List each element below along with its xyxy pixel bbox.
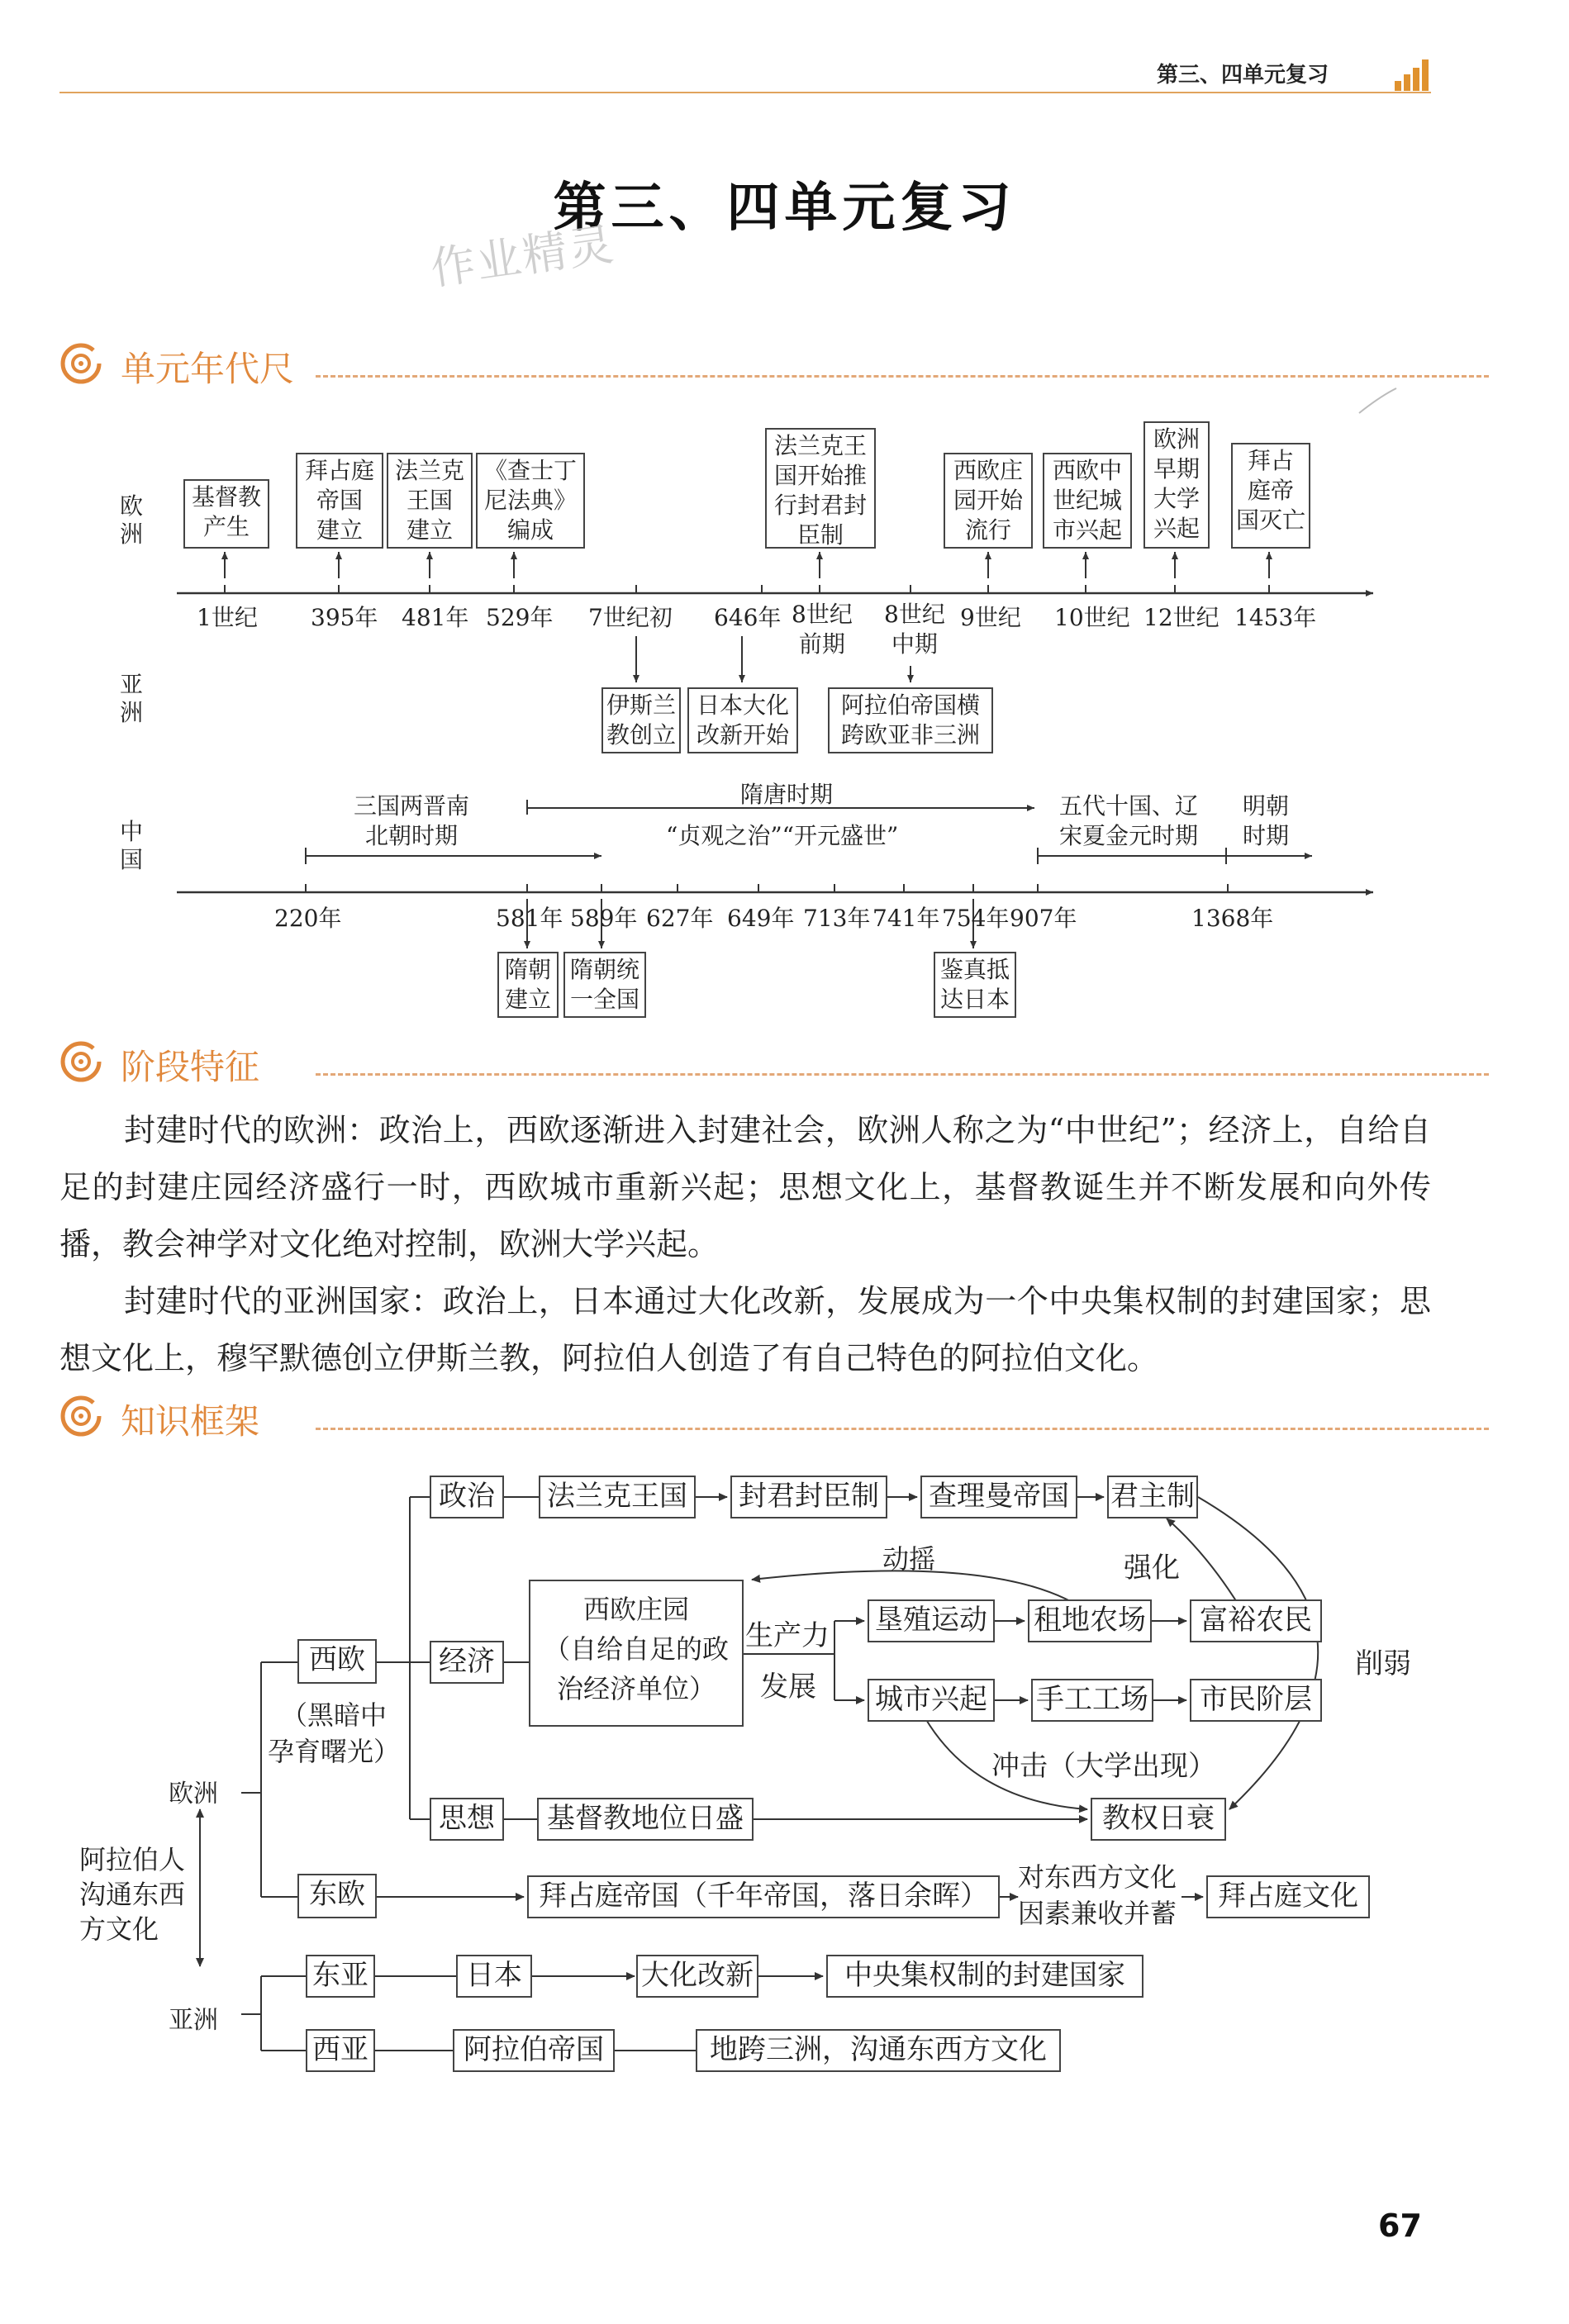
japan-box: 日本 — [456, 1955, 532, 1998]
east-europe-box: 东欧 — [297, 1874, 377, 1918]
date-label: 395年 — [311, 604, 378, 631]
strengthen-label: 强化 — [1124, 1552, 1180, 1585]
paragraph-asia: 封建时代的亚洲国家：政治上，日本通过大化改新，发展成为一个中央集权制的封建国家；思想文化上，穆罕默德创立伊斯兰教，阿拉伯人创造了有自己特色的阿拉伯文化。 — [59, 1283, 1431, 1376]
east-asia-box: 东亚 — [306, 1955, 375, 1998]
arab-empire-box: 阿拉伯帝国 — [453, 2029, 615, 2072]
chain-box: 查理曼帝国 — [920, 1476, 1077, 1518]
taika-box: 大化改新 — [636, 1955, 758, 1998]
chain-box: 垦殖运动 — [868, 1599, 995, 1642]
date-label: 529年 — [486, 604, 554, 631]
period-label: “贞观之治”“开元盛世” — [666, 822, 899, 849]
chain-box: 富裕农民 — [1190, 1599, 1322, 1642]
politics-box: 政治 — [430, 1476, 504, 1518]
date-label: 589年 — [570, 905, 638, 932]
event-box: 拜占 庭帝 国灭亡 — [1231, 443, 1310, 549]
date-label: 646年 — [714, 604, 782, 631]
date-label: 754年 — [942, 905, 1010, 932]
event-box: 伊斯兰 教创立 — [601, 687, 681, 753]
date-label: 220年 — [274, 905, 342, 932]
event-box: 鉴真抵 达日本 — [934, 952, 1016, 1018]
event-box: 拜占庭 帝国 建立 — [296, 453, 383, 549]
asia-label: 亚洲 — [169, 2006, 218, 2035]
period-label: 隋唐时期 — [740, 781, 834, 808]
church-decline-box: 教权日衰 — [1091, 1798, 1226, 1841]
west-asia-box: 西亚 — [306, 2029, 375, 2072]
date-label: 8世纪 中期 — [884, 601, 945, 658]
chain-box: 市民阶层 — [1190, 1679, 1322, 1722]
monarchy-box: 君主制 — [1107, 1476, 1198, 1518]
event-box: 西欧中 世纪城 市兴起 — [1043, 453, 1132, 549]
byzantium-culture-box: 拜占庭文化 — [1206, 1875, 1370, 1918]
watermark: 作业精灵 — [427, 217, 618, 296]
section-label: 阶段特征 — [121, 1047, 260, 1087]
period-label: 五代十国、辽 宋夏金元时期 — [1059, 792, 1199, 849]
date-label: 10世纪 — [1054, 604, 1130, 631]
period-label: 明朝 时期 — [1243, 792, 1290, 849]
europe-label: 欧洲 — [169, 1780, 218, 1808]
arab-note-box: 地跨三洲，沟通东西方文化 — [696, 2029, 1061, 2072]
event-box: 《查士丁 尼法典》 编成 — [476, 453, 585, 549]
economy-box: 经济 — [430, 1641, 504, 1684]
event-box: 欧洲 早期 大学 兴起 — [1143, 421, 1210, 549]
date-label: 627年 — [646, 905, 714, 932]
central-state-box: 中央集权制的封建国家 — [826, 1955, 1143, 1998]
region-asia: 亚洲 — [119, 671, 143, 726]
church-box: 基督教地位日盛 — [537, 1798, 754, 1841]
chain-box: 封君封臣制 — [730, 1476, 887, 1518]
byzantium-note: 对东西方文化 因素兼收并蓄 — [1018, 1861, 1177, 1929]
page-title: 第三、四单元复习 — [553, 177, 1016, 239]
chain-box: 手工工场 — [1031, 1679, 1153, 1722]
thought-box: 思想 — [430, 1798, 504, 1841]
event-box: 法兰克 王国 建立 — [387, 453, 473, 549]
date-label: 581年 — [496, 905, 563, 932]
byzantium-box: 拜占庭帝国（千年帝国，落日余晖） — [527, 1875, 1000, 1918]
date-label: 1453年 — [1234, 604, 1317, 631]
section-label: 单元年代尺 — [121, 349, 295, 389]
date-label: 9世纪 — [960, 604, 1021, 631]
event-box: 日本大化 改新开始 — [687, 687, 798, 753]
date-label: 8世纪 前期 — [792, 601, 853, 658]
chain-box: 法兰克王国 — [539, 1476, 696, 1518]
manor-box: 西欧庄园 （自给自足的政 治经济单位） — [529, 1580, 744, 1727]
arab-note: 阿拉伯人 沟通东西 方文化 — [79, 1844, 186, 1945]
west-europe-box: 西欧 — [297, 1639, 377, 1684]
page-number: 67 — [1378, 2208, 1422, 2244]
develop-label: 发展 — [760, 1671, 816, 1704]
dark-note: （黑暗中 孕育曙光） — [268, 1699, 401, 1767]
date-label: 741年 — [872, 905, 940, 932]
chain-box: 城市兴起 — [868, 1679, 995, 1722]
region-china: 中国 — [119, 818, 143, 873]
event-box: 基督教 产生 — [183, 479, 269, 549]
productivity-label: 生产力 — [745, 1619, 830, 1652]
event-box: 隋朝 建立 — [497, 952, 559, 1018]
date-label: 481年 — [402, 604, 469, 631]
section-label: 知识框架 — [121, 1401, 260, 1442]
date-label: 713年 — [803, 905, 871, 932]
impact-label: 冲击（大学出现） — [991, 1750, 1216, 1783]
date-label: 907年 — [1010, 905, 1077, 932]
date-label: 649年 — [727, 905, 795, 932]
weaken-label: 削弱 — [1355, 1647, 1411, 1680]
date-label: 1世纪 — [197, 604, 258, 631]
event-box: 隋朝统 一全国 — [563, 952, 646, 1018]
date-label: 1368年 — [1191, 905, 1274, 932]
event-box: 法兰克王 国开始推 行封君封 臣制 — [765, 428, 876, 549]
chain-box: 租地农场 — [1028, 1599, 1152, 1642]
paragraph-europe: 封建时代的欧洲：政治上，西欧逐渐进入封建社会，欧洲人称之为“中世纪”；经济上，自给自足的封建庄园经济盛行一时，西欧城市重新兴起；思想文化上，基督教诞生并不断发展和向外传播，教会神学对文化绝对控制，欧洲大学兴起。 — [59, 1112, 1431, 1262]
region-europe: 欧洲 — [119, 492, 143, 548]
period-label: 三国两晋南 北朝时期 — [354, 792, 470, 849]
shake-label: 动摇 — [882, 1543, 936, 1575]
running-header: 第三、四单元复习 — [1157, 63, 1329, 88]
date-label: 7世纪初 — [588, 604, 673, 631]
event-box: 西欧庄 园开始 流行 — [944, 453, 1033, 549]
date-label: 12世纪 — [1143, 604, 1220, 631]
event-box: 阿拉伯帝国横 跨欧亚非三洲 — [828, 687, 993, 753]
